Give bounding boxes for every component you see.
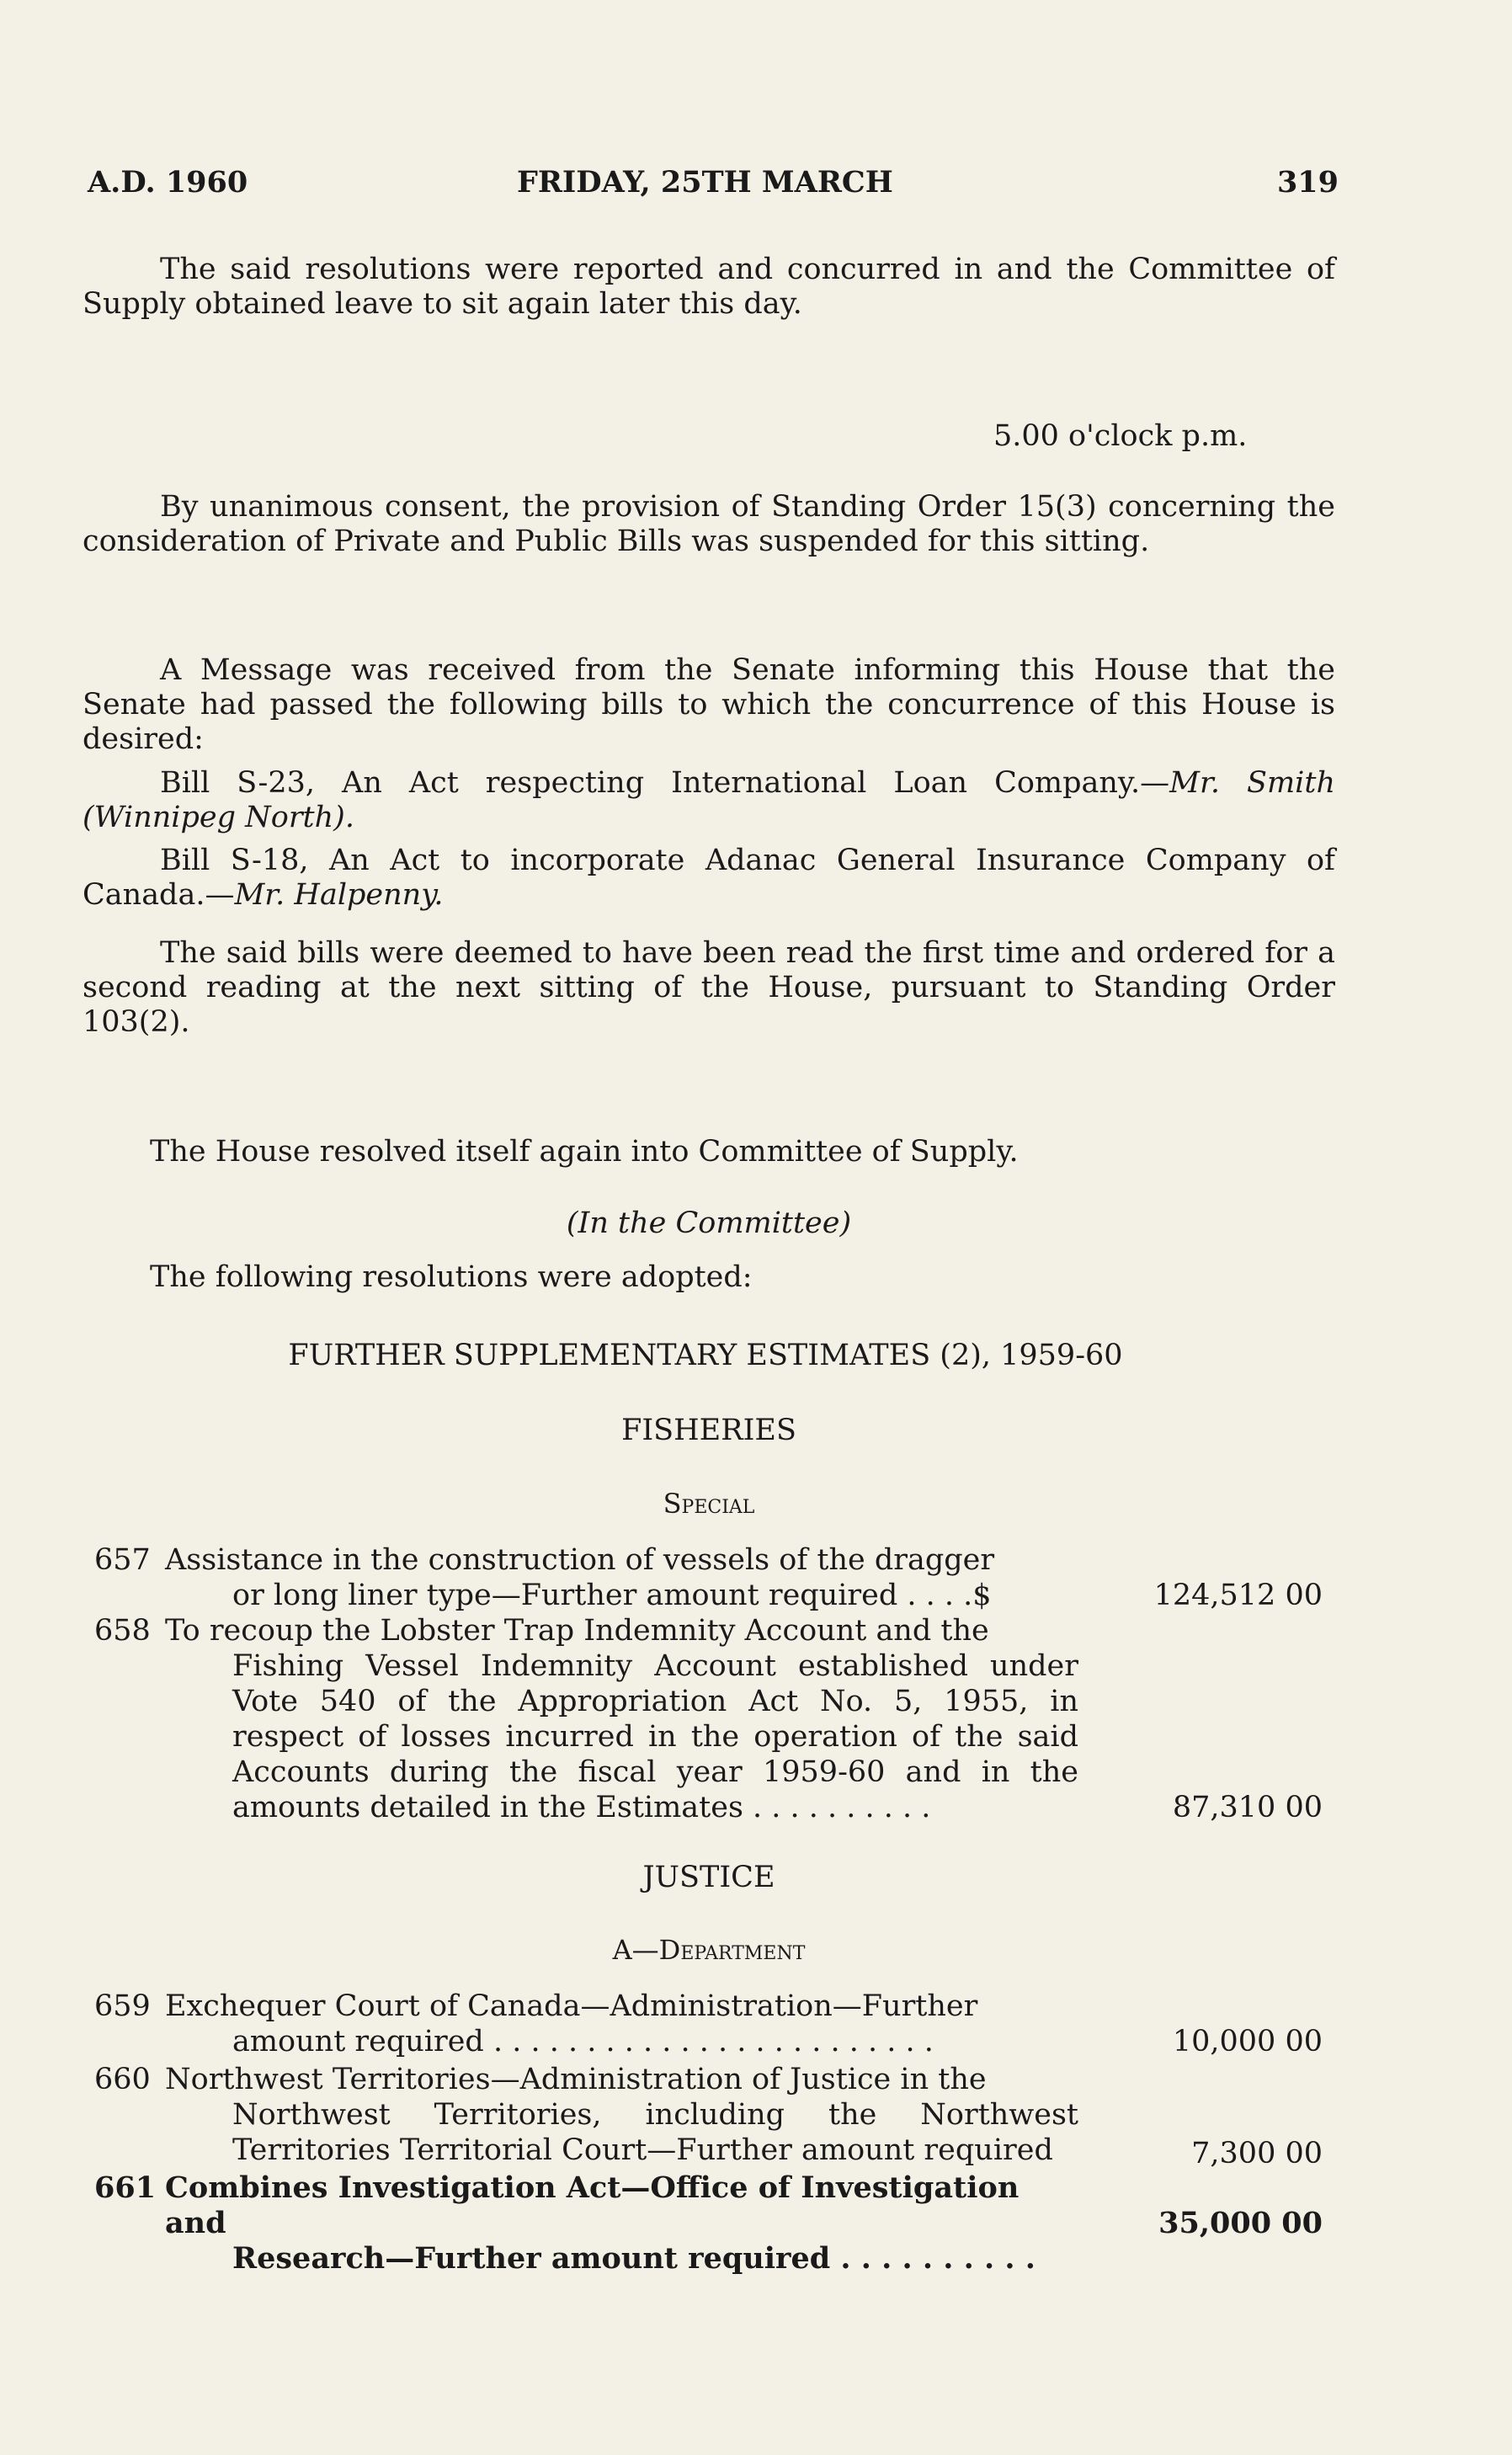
vote-first-line: To recoup the Lobster Trap Indemnity Account and the xyxy=(165,1614,989,1648)
paragraph-resolutions-adopted: The following resolutions were adopted: xyxy=(150,1260,753,1294)
paragraph-unanimous-consent: By unanimous consent, the provision of Standing Order 15(3) concerning the consideration of Private and Public Bills was suspended for this sitting. xyxy=(83,490,1335,558)
vote-description xyxy=(165,2062,1078,2168)
estimates-title: FURTHER SUPPLEMENTARY ESTIMATES (2), 1959-60 xyxy=(288,1339,1123,1372)
vote-description xyxy=(165,1989,1078,2059)
vote-continuation: amount required . . . . . . . . . . . . . . . . . . . . . . . . xyxy=(232,2025,934,2058)
vote-number: 658 xyxy=(94,1614,151,1648)
page-number: 319 xyxy=(1276,165,1339,200)
running-header xyxy=(88,165,1339,209)
vote-number: 661 xyxy=(94,2170,157,2205)
bill-s23-sponsor: Mr. Smith (Winnipeg North). xyxy=(83,766,1335,834)
vote-continuation: or long liner type—Further amount required . . . .$ xyxy=(232,1579,992,1612)
paragraph-house-resolved: The House resolved itself again into Committee of Supply. xyxy=(150,1135,1019,1169)
vote-continuation: Northwest Territories, including the Northwest Territories Territorial Court—Further amount required xyxy=(232,2098,1078,2167)
subheading-special: Special xyxy=(663,1488,755,1520)
vote-amount: 35,000 00 xyxy=(1158,2206,1323,2240)
vote-number: 659 xyxy=(94,1989,151,2023)
header-date: A.D. 1960 xyxy=(88,165,248,200)
paragraph-committee-report: The said resolutions were reported and concurred in and the Committee of Supply obtained leave to sit again later this day. xyxy=(83,253,1335,321)
bill-s18 xyxy=(83,844,1335,913)
in-committee-label: (In the Committee) xyxy=(566,1206,852,1240)
vote-description xyxy=(165,2170,1078,2277)
bill-s18-text: Bill S-18, An Act to incorporate Adanac General Insurance Company of Canada.— xyxy=(83,844,1335,912)
vote-amount: 87,310 00 xyxy=(1172,1791,1323,1824)
vote-description xyxy=(165,1613,1078,1825)
vote-amount: 10,000 00 xyxy=(1172,2025,1323,2058)
vote-description xyxy=(165,1542,1078,1613)
paragraph-bills-read: The said bills were deemed to have been read the first time and ordered for a second reading at the next sitting of the House, pursuant to Standing Order 103(2). xyxy=(83,936,1335,1039)
bill-s23-text: Bill S-23, An Act respecting International Loan Company.— xyxy=(160,766,1170,800)
vote-number: 660 xyxy=(94,2063,151,2096)
bill-s23 xyxy=(83,766,1335,835)
section-heading-justice: JUSTICE xyxy=(642,1861,775,1894)
vote-continuation: Fishing Vessel Indemnity Account established under Vote 540 of the Appropriation Act No. 5, 1955, in respect of losses incurred in the operation of the said Accounts during the fiscal year 1959-60 and in the amounts detailed in the Estimates . . . . . . . . . . xyxy=(232,1649,1078,1824)
vote-first-line: Exchequer Court of Canada—Administration—Further xyxy=(165,1989,978,2023)
vote-amount: 7,300 00 xyxy=(1191,2137,1323,2170)
vote-first-line: Northwest Territories—Administration of Justice in the xyxy=(165,2063,987,2096)
subheading-department: A—Department xyxy=(612,1934,806,1966)
sitting-time: 5.00 o'clock p.m. xyxy=(993,419,1248,453)
vote-first-line: Assistance in the construction of vessels of the dragger xyxy=(165,1543,995,1577)
vote-amount: 124,512 00 xyxy=(1153,1579,1323,1612)
section-heading-fisheries: FISHERIES xyxy=(621,1414,796,1447)
vote-first-line: Combines Investigation Act—Office of Investigation and xyxy=(165,2170,1020,2240)
bill-s18-sponsor: Mr. Halpenny. xyxy=(234,878,444,912)
header-day: FRIDAY, 25TH MARCH xyxy=(517,165,893,200)
vote-continuation: Research—Further amount required . . . . . . . . . . xyxy=(232,2241,1036,2276)
vote-number: 657 xyxy=(94,1543,151,1577)
paragraph-senate-message: A Message was received from the Senate informing this House that the Senate had passed the following bills to which the concurrence of this House is desired: xyxy=(83,653,1335,756)
